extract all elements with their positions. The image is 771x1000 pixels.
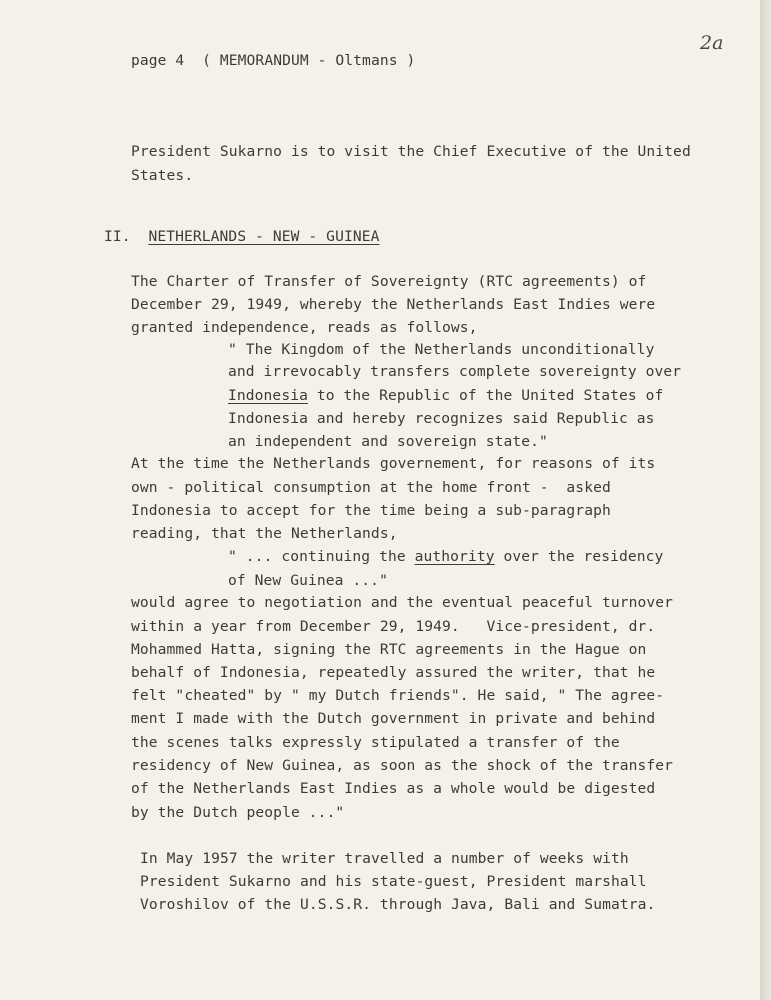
para2-line-4: reading, that the Netherlands, (131, 525, 398, 542)
quote2-line-2: of New Guinea ..." (228, 572, 388, 589)
quote1-line-1: " The Kingdom of the Netherlands unconditionally (228, 341, 655, 358)
section-title: NETHERLANDS - NEW - GUINEA (148, 228, 380, 245)
para4-line-1: In May 1957 the writer travelled a number of weeks with (140, 850, 629, 867)
para3-line-1: would agree to negotiation and the eventual peaceful turnover (131, 594, 674, 611)
para4-line-2: President Sukarno and his state-guest, President marshall (140, 873, 647, 890)
underlined-authority: authority (414, 548, 495, 565)
quote1-line-2: and irrevocably transfers complete sovereignty over (228, 363, 682, 380)
quote2-line-1 (228, 550, 663, 565)
section-number: II. (104, 228, 131, 245)
para3-line-2: within a year from December 29, 1949. Vice-president, dr. (131, 618, 656, 635)
quote1-line-3 (228, 389, 663, 404)
handwritten-page-mark: 2a (700, 32, 724, 54)
para1-line-1: The Charter of Transfer of Sovereignty (RTC agreements) of (131, 273, 647, 290)
para2-line-2: own - political consumption at the home front - asked (131, 479, 611, 496)
intro-line-2: States. (131, 167, 194, 184)
para3-line-4: behalf of Indonesia, repeatedly assured the writer, that he (131, 664, 656, 681)
para3-line-3: Mohammed Hatta, signing the RTC agreements in the Hague on (131, 641, 647, 658)
quote2-line-1-pre: " ... continuing the (228, 548, 415, 565)
memo-title: ( MEMORANDUM - Oltmans ) (202, 52, 416, 69)
section-heading (104, 230, 380, 245)
para3-line-5: felt "cheated" by " my Dutch friends". He said, " The agree- (131, 687, 665, 704)
quote1-line-5: an independent and sovereign state." (228, 433, 548, 450)
para3-line-7: the scenes talks expressly stipulated a transfer of the (131, 734, 620, 751)
header-line (131, 54, 415, 69)
page-label: page 4 (131, 52, 185, 69)
para1-line-2: December 29, 1949, whereby the Netherlands East Indies were (131, 296, 656, 313)
quote1-line-4: Indonesia and hereby recognizes said Republic as (228, 410, 655, 427)
para3-line-6: ment I made with the Dutch government in private and behind (131, 710, 656, 727)
para3-line-8: residency of New Guinea, as soon as the shock of the transfer (131, 757, 674, 774)
para1-line-3: granted independence, reads as follows, (131, 319, 478, 336)
para4-line-3: Voroshilov of the U.S.S.R. through Java, Bali and Sumatra. (140, 896, 656, 913)
para2-line-1: At the time the Netherlands governement, for reasons of its (131, 455, 656, 472)
para2-line-3: Indonesia to accept for the time being a sub-paragraph (131, 502, 611, 519)
para3-line-9: of the Netherlands East Indies as a whole would be digested (131, 780, 656, 797)
underlined-indonesia: Indonesia (228, 387, 308, 404)
quote2-line-1-post: over the residency (494, 548, 664, 565)
quote1-line-3-rest: to the Republic of the United States of (307, 387, 664, 404)
page-edge-shadow (760, 0, 771, 1000)
para3-line-10: by the Dutch people ..." (131, 804, 345, 821)
intro-line-1: President Sukarno is to visit the Chief Executive of the United (131, 143, 691, 160)
